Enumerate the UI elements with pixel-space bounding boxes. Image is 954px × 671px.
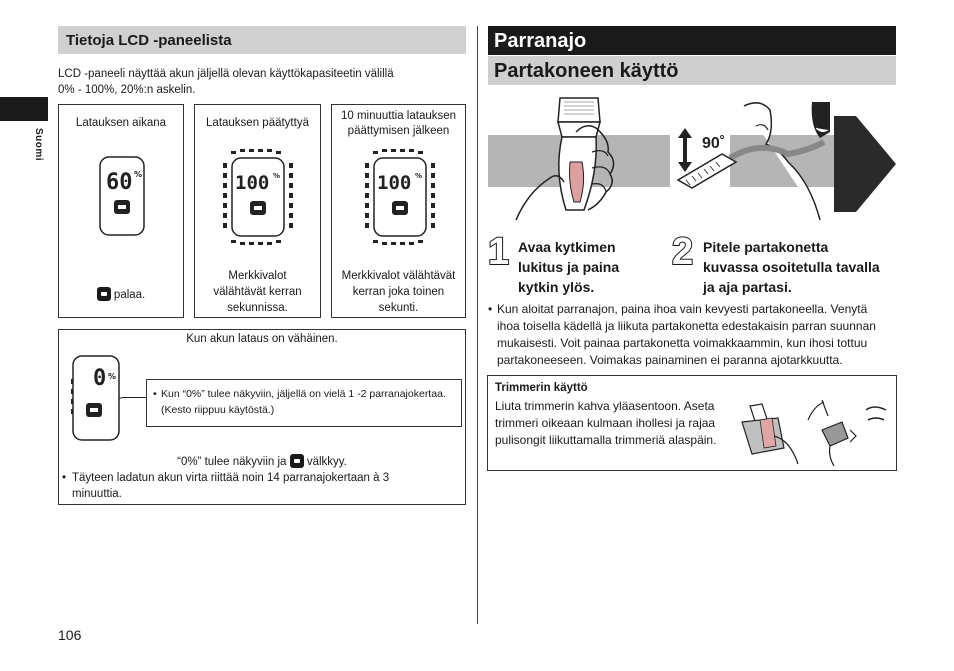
lcd-box-title	[332, 109, 465, 139]
step-1-number: 1	[488, 231, 510, 273]
trimmer-text	[495, 398, 725, 449]
lcd-box-caption	[195, 268, 320, 316]
lcd-display-100-blinking	[223, 149, 293, 245]
blink-caption-text: välkkyy.	[306, 456, 347, 468]
step-2-text	[703, 237, 897, 297]
note-line: minuuttia.	[72, 488, 122, 500]
lcd-display-0	[70, 353, 122, 443]
shaver-unlock-illustration	[488, 92, 670, 220]
lcd-display-100-slow-blink	[365, 149, 435, 245]
next-step-arrow-icon	[834, 116, 896, 212]
lcd-box-title: Latauksen aikana	[75, 117, 167, 129]
svg-text:100: 100	[377, 172, 412, 194]
svg-text:%: %	[134, 170, 143, 179]
tip-line: mukaisesti. Voit painaa partakonetta voimakkaammin, kun ihosi tottuu	[497, 336, 868, 350]
note-line: Täyteen ladatun akun virta riittää noin 14 parranajokertaan à 3	[72, 472, 390, 484]
lcd-display-60	[99, 156, 145, 236]
caption-line: sekunti.	[378, 302, 419, 314]
trimmer-line: pulisongit liikuttamalla trimmeriä alaspäin.	[495, 433, 717, 447]
full-charge-note	[62, 470, 462, 502]
lcd-intro-line: LCD -paneeli näyttää akun jäljellä olevan käyttökapasiteetin välillä	[58, 68, 394, 80]
step-1-text	[518, 237, 668, 297]
column-divider	[477, 26, 478, 624]
trimmer-title: Trimmerin käyttö	[495, 382, 588, 394]
lcd-box-after-10-minutes	[331, 104, 466, 318]
angle-label: 90˚	[702, 135, 726, 152]
trimmer-line: Liuta trimmerin kahva yläasentoon. Aseta	[495, 399, 715, 413]
svg-text:0: 0	[93, 366, 107, 391]
svg-text:%: %	[273, 172, 281, 180]
caption-line: Merkkivalot välähtävät	[341, 270, 456, 282]
tip-line: Kun aloitat parranajon, paina ihoa vain kevyesti partakoneella. Venytä	[497, 302, 868, 316]
caption-line: välähtävät kerran	[213, 286, 302, 298]
lcd-box-caption	[59, 287, 183, 303]
lcd-box-title: Latauksen päätyttyä	[206, 117, 309, 129]
lcd-box-charging	[58, 104, 184, 318]
language-tab-label: Suomi	[33, 128, 44, 162]
lcd-box-caption	[332, 268, 465, 316]
step-2-number: 2	[672, 231, 694, 273]
blink-caption-text: “0%” tulee näkyviin ja	[177, 456, 287, 468]
lcd-value-text: 60	[106, 170, 133, 195]
svg-text:%: %	[415, 172, 423, 180]
tip-line: ihoa toisella kädellä ja liikuta partakonetta edestakaisin parran suunnan	[497, 319, 876, 333]
lcd-intro	[58, 66, 466, 98]
shaving-tip	[488, 301, 894, 369]
step-line: kuvassa osoitetulla tavalla	[703, 259, 880, 275]
shaver-usage-heading: Partakoneen käyttö	[488, 56, 896, 85]
trimmer-illustration	[738, 400, 888, 468]
caption-text: palaa.	[113, 289, 146, 301]
step-line: Avaa kytkimen	[518, 239, 616, 255]
tip-line: partakoneeseen. Voimakas painaminen ei paranna ajotarkkuutta.	[497, 353, 843, 367]
svg-text:%: %	[108, 372, 117, 381]
page-number: 106	[58, 627, 82, 643]
step-line: Pitele partakonetta	[703, 239, 829, 255]
charging-plug-icon	[290, 454, 304, 468]
caption-line: kerran joka toinen	[352, 286, 445, 298]
step-line: kytkin ylös.	[518, 279, 595, 295]
shaving-heading: Parranajo	[488, 26, 896, 55]
blink-caption	[58, 454, 466, 470]
lcd-section-heading: Tietoja LCD -paneelista	[58, 26, 466, 54]
low-battery-note	[146, 379, 462, 427]
step-line: lukitus ja paina	[518, 259, 620, 275]
title-line: 10 minuuttia latauksen	[340, 110, 457, 122]
step-line: ja aja partasi.	[703, 279, 792, 295]
lcd-box-charge-complete	[194, 104, 321, 318]
trimmer-box	[487, 375, 897, 471]
trimmer-line: trimmeri oikeaan kulmaan ihollesi ja rajaa	[495, 416, 716, 430]
caption-line: Merkkivalot	[228, 270, 287, 282]
shaving-angle-illustration	[670, 92, 834, 220]
low-battery-title: Kun akun lataus on vähäinen.	[186, 333, 338, 345]
lcd-intro-line: 0% - 100%, 20%:n askelin.	[58, 84, 196, 96]
note-line: (Kesto riippuu käytöstä.)	[161, 404, 275, 416]
svg-text:100: 100	[235, 172, 270, 194]
note-line: Kun “0%” tulee näkyviin, jäljellä on vielä 1 -2 parranajokertaa.	[161, 388, 446, 400]
charging-plug-icon	[97, 287, 111, 301]
title-line: päättymisen jälkeen	[347, 125, 450, 137]
callout-line	[122, 397, 146, 398]
language-tab-marker	[0, 97, 48, 121]
bullet-mark: •	[488, 302, 493, 316]
bullet-mark: •	[153, 388, 157, 400]
bullet-mark: •	[62, 472, 67, 484]
caption-line: sekunnissa.	[227, 302, 288, 314]
